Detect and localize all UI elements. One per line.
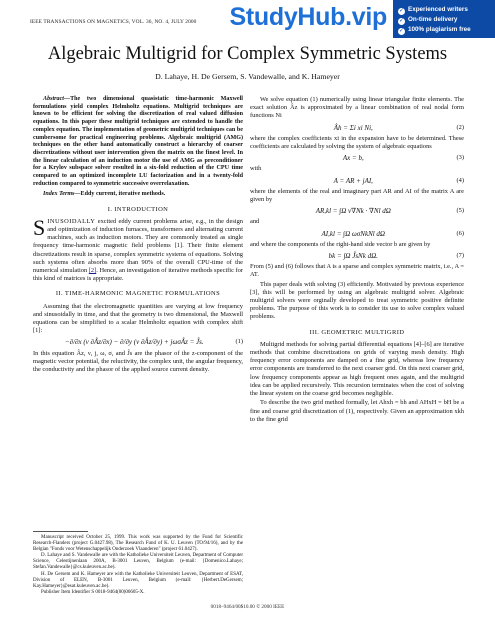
left-column (33, 96, 243, 375)
drop-cap: S (33, 214, 46, 240)
banner-feature-2: ✓ On-time delivery (398, 16, 458, 24)
equation-3: Ax = b, (3) (342, 154, 464, 163)
check-icon: ✓ (398, 18, 405, 24)
equation-7: bk = ∫Ω ĴsNk dΩ. (7) (328, 252, 464, 261)
check-icon: ✓ (398, 8, 405, 14)
formulations-paragraph: Assuming that the electromagnetic quantities are varying at low frequency and sinusoidally in time, and that the geometry is two dimensional, the Maxwell equations can be simplified to a scalar Helmholtz equation with complex shift [1]: (33, 302, 243, 335)
banner-feature-3: ✓ 100% plagiarism free (398, 26, 471, 34)
right-column (250, 96, 464, 425)
right-paragraph-4: and where the components of the right-hand side vector b are given by (250, 240, 431, 248)
section-title-geometric-multigrid: III. GEOMETRIC MULTIGRID (309, 328, 405, 336)
citation-link[interactable]: [2] (88, 267, 97, 275)
paper-title: Algebraic Multigrid for Complex Symmetric Systems (47, 44, 448, 64)
index-terms: Index Terms—Eddy current, iterative methods. (43, 191, 166, 198)
promo-banner[interactable] (229, 0, 495, 38)
right-paragraph-2: where the complex coefficients xi in the expansion have to be determined. These coefficients are calculated by solving the system of algebraic equations (250, 134, 464, 151)
intro-paragraph: SINUSOIDALLY excited eddy current problems arise, e.g., in the design and optimization of induction furnaces, transformers and alternating current machines, such as induction motors. They are commonly treated as single frequency time-harmonic magnetic field problems [1]. Their finite element discretizations result in sparse, complex symmetric systems of equations. Solving such systems often absorbs more than 90% of the overall CPU-time of the numerical simulation [2]. Hence, an investigation of iterative methods specific for this kind of matrices is appropriate. (33, 214, 243, 283)
banner-feature-1: ✓ Experienced writers (398, 6, 468, 14)
abstract: Abstract—The two dimensional quasistatic time-harmonic Maxwell formulations yield complex Helmholtz equations. Multigrid techniques are known to be efficient for solving the discretization of real valued diffusion equations. In this paper these multigrid techniques are extended to handle the complex equation. The implementation of geometric multigrid techniques can be cumbersome for practical engineering problems. Algebraic multigrid (AMG) techniques on the other hand automatically construct a hierarchy of coarser discretizations without user intervention given the matrix on the finest level. In the linear calculation of an induction motor the use of AMG as preconditioner for a Krylov subspace solver resulted in a six-fold reduction of the CPU time compared to an optimized incomplete LU factorization and in a twenty-fold reduction compared to symmetric successive overrelaxation. (33, 96, 243, 187)
banner-brand[interactable]: StudyHub.vip (229, 3, 387, 31)
right-paragraph-1: We solve equation (1) numerically using linear triangular finite elements. The exact solution Âz is approximated by a linear combination of real nodal form functions Ni (250, 96, 464, 120)
section-title-formulations: II. TIME-HARMONIC MAGNETIC FORMULATIONS (55, 290, 221, 298)
paper-authors: D. Lahaye, H. De Gersem, S. Vandewalle, and K. Hameyer (155, 72, 340, 81)
multigrid-paragraph-1: Multigrid methods for solving partial differential equations [4]–[6] are iterative methods that combine discretizations on grids of varying mesh density. High frequency error components are damped on a fine grid, whereas low frequency error components are transferred to the next coarser grid. On this next coarser grid, low frequency components appear as high frequent ones again, and the multigrid idea can be applied recursively. This recursion terminates when the cost of solving the linear system on the coarse grid becomes negligible. (250, 340, 464, 398)
right-paragraph-3: where the elements of the real and imaginary part AR and AI of the matrix A are given by (250, 187, 464, 204)
equation-2: Âh = Σi xi Ni, (2) (333, 123, 464, 132)
right-paragraph-5: From (5) and (6) follows that A is a sparse and complex symmetric matrix, i.e., A = AT. (250, 263, 464, 279)
footnote-rule (33, 531, 88, 532)
equation-6: AI,kl = ∫Ω ωσNkNl dΩ (6) (321, 229, 464, 238)
section-title-introduction: I. INTRODUCTION (107, 205, 169, 213)
right-and: and (250, 218, 260, 226)
right-paragraph-6: This paper deals with solving (3) efficiently. Motivated by previous experience [3], this will be performed by using an algebraic multigrid solver. Algebraic multigrid solvers were orginally developed to treat symmetric positive definite problems. The purpose of this work is to consider its use to solve complex valued problems. (250, 280, 464, 321)
equation-4: A = AR + jAI, (4) (333, 176, 464, 185)
equation-1: −∂/∂x (ν ∂Âz/∂x) − ∂/∂y (ν ∂Âz/∂y) + jωσÂz = Ĵs. (1) (64, 338, 243, 347)
equation-5: AR,kl = ∫Ω ν∇Nk · ∇Nl dΩ (5) (315, 207, 464, 216)
right-with: with (250, 165, 262, 173)
check-icon: ✓ (398, 28, 405, 34)
equation-1-explanation: In this equation Âz, ν, j, ω, σ, and Ĵs are the phasor of the z-component of the magnetic vector potential, the reluctivity, the complex unit, the angular frequency, the conductivity and the phasor of the applied source current density. (33, 349, 243, 374)
running-head: IEEE TRANSACTIONS ON MAGNETICS, VOL. 36, NO. 4, JULY 2000 (30, 19, 197, 25)
multigrid-paragraph-2: To describe the two grid method formally, let Ahxh = bh and AHxH = bH be a fine and coarse grid discretization of (1), respectively. Given an approximation xkh to the fine grid (250, 399, 464, 423)
footnote: Manuscript received October 25, 1999. This work was supported by the Fund for Scientific Research-Flanders (project G.0427.98), The Research Fund of K. U. Leuven (TO/94/16), and by the Belgian "Fonds voor Wetenschappelijk Onderzoek Vlaanderen" (project 61.0427). D. Lahaye and S. Vandewalle are with the Katholieke Universiteit Leuven, Department of Computer Science, Celestijnenlaan 200A, B-3001 Leuven, Belgium (e-mail: {Domenico.Lahaye; Stefan.Vandewalle}@cs.kuleuven.ac.be). H. De Gersem and K. Hameyer are with the Katholieke Universiteit Leuven, Department of ESAT, Division of ELEN, B-3001 Leuven, Belgium (e-mail: {Herbert.DeGersem; Kay.Hameyer}@esat.kuleuven.ac.be). Publisher Item Identifier S 0018-9464(00)06605-X. (33, 535, 243, 595)
copyright-footer: 0018–9464/00$10.00 © 2000 IEEE (210, 604, 285, 610)
